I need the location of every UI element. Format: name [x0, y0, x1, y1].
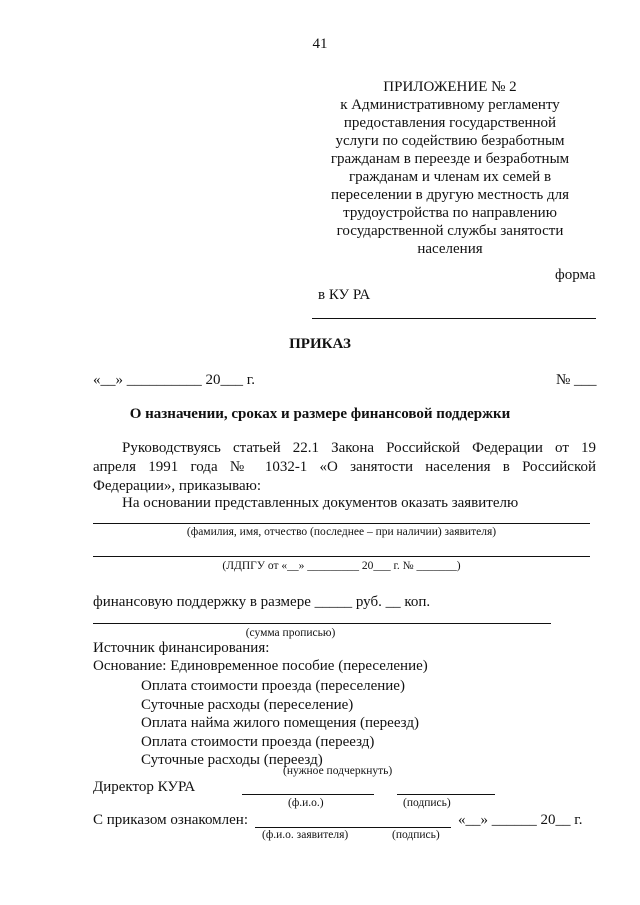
addressee-underline — [312, 318, 596, 319]
applicant-fio-line — [93, 523, 590, 524]
director-signature-caption: (подпись) — [403, 797, 451, 809]
basis-item: Оплата найма жилого помещения (переезд) — [141, 715, 419, 731]
director-fio-caption: (ф.и.о.) — [288, 797, 324, 809]
director-label: Директор КУРА — [93, 779, 196, 795]
ldpgu-caption: (ЛДПГУ от «__» _________ 20___ г. № _______) — [222, 560, 461, 572]
funding-source: Источник финансирования: — [93, 640, 270, 656]
basis-label: Основание: Единовременное пособие (переселение) — [93, 658, 428, 674]
appendix-line: ПРИЛОЖЕНИЕ № 2 — [383, 79, 517, 95]
ack-signature-caption: (подпись) — [392, 829, 440, 841]
body-line-3: Федерации», приказываю: — [93, 478, 262, 494]
director-fio-line — [242, 794, 374, 795]
order-subject: О назначении, сроках и размере финансовой поддержки — [129, 406, 511, 422]
ack-fio-caption: (ф.и.о. заявителя) — [262, 829, 349, 841]
order-number: № ___ — [556, 372, 597, 388]
appendix-line: гражданам в переезде и безработным — [330, 151, 570, 167]
amount-words-caption: (сумма прописью) — [245, 627, 336, 639]
support-amount: финансовую поддержку в размере _____ руб. __ коп. — [93, 594, 431, 610]
applicant-fio-caption: (фамилия, имя, отчество (последнее – при наличии) заявителя) — [186, 526, 497, 538]
appendix-line: трудоустройства по направлению — [343, 205, 557, 221]
body-line-2: апреля 1991 года № 1032-1 «О занятости населения в Российской — [93, 459, 596, 475]
basis-list — [141, 677, 419, 770]
ack-date: «__» ______ 20__ г. — [458, 812, 583, 828]
appendix-line: государственной службы занятости — [336, 223, 564, 239]
order-date: «__» __________ 20___ г. — [93, 372, 255, 388]
ldpgu-line — [93, 556, 590, 557]
appendix-line: переселении в другую местность для — [330, 187, 570, 203]
body-line-1: Руководствуясь статьей 22.1 Закона Российской Федерации от 19 — [122, 440, 596, 456]
basis-item: Оплата стоимости проезда (переселение) — [141, 678, 405, 694]
addressee: в КУ РА — [318, 287, 371, 303]
doc-title: ПРИКАЗ — [289, 336, 351, 352]
form-label: форма — [555, 267, 596, 283]
basis-item: Оплата стоимости проезда (переезд) — [141, 733, 375, 750]
appendix-line: предоставления государственной — [343, 115, 557, 131]
page-number: 41 — [312, 36, 328, 52]
appendix-line: гражданам и членам их семей в — [348, 169, 552, 185]
basis-item: Суточные расходы (переселение) — [141, 696, 354, 713]
underline-note: (нужное подчеркнуть) — [283, 765, 393, 777]
appendix-block — [320, 78, 580, 258]
body-line-4: На основании представленных документов оказать заявителю — [122, 495, 519, 511]
basis-item: Суточные расходы (переезд) — [141, 752, 323, 768]
ack-fio-signature-line — [255, 827, 451, 828]
director-signature-line — [397, 794, 495, 795]
appendix-line: услуги по содействию безработным — [335, 133, 565, 149]
acknowledged-label: С приказом ознакомлен: — [93, 812, 249, 828]
amount-words-line — [93, 623, 551, 624]
appendix-line: населения — [417, 241, 483, 257]
appendix-line: к Административному регламенту — [340, 97, 560, 113]
